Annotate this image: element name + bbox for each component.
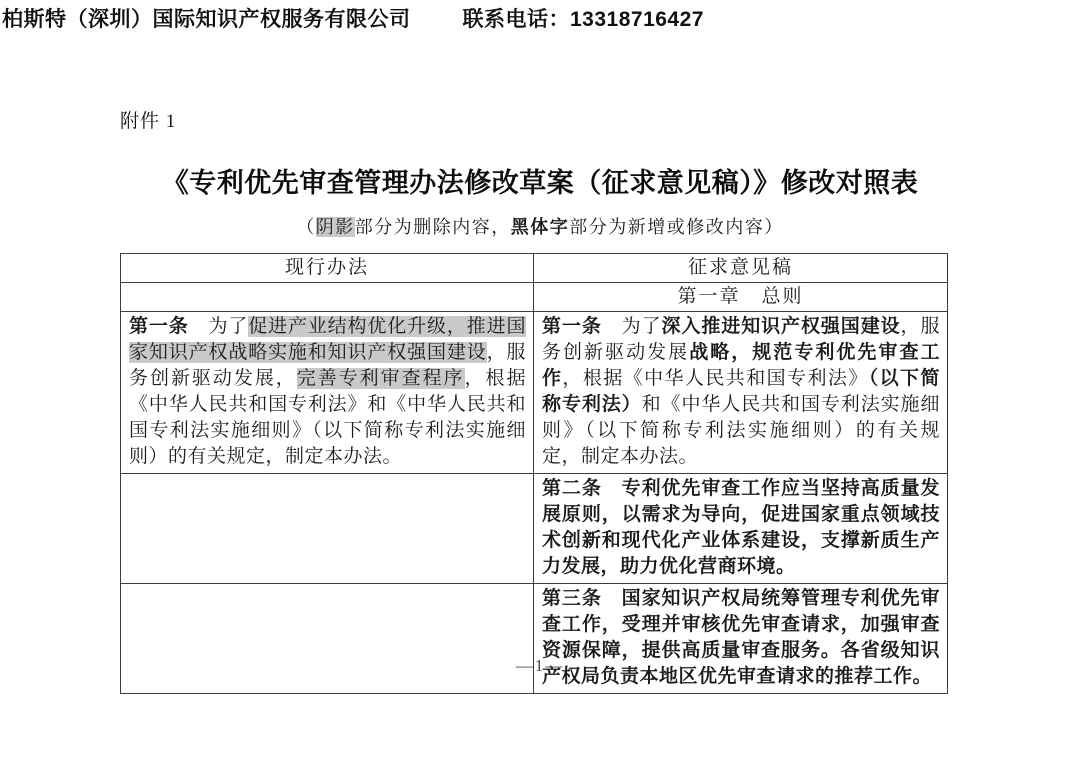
draft-article3: 第三条 国家知识产权局统筹管理专利优先审查工作，受理并审核优先审查请求，加强审查资源保障，提供高质量审查服务。各省级知识产权局负责本地区优先审查请求的推荐工作。	[534, 584, 948, 694]
comparison-table	[120, 253, 948, 694]
page-number: —1—	[515, 656, 565, 675]
chapter-heading: 第一章 总则	[534, 283, 948, 312]
current-measures-article1: 第一条 为了促进产业结构优化升级，推进国家知识产权战略实施和知识产权强国建设，服务创新驱动发展，完善专利审查程序，根据《中华人民共和国专利法》和《中华人民共和国专利法实施细则》（以下简称专利法实施细则）的有关规定，制定本办法。	[121, 312, 534, 474]
page-title: 《专利优先审查管理办法修改草案（征求意见稿）》修改对照表	[161, 168, 919, 198]
letterhead	[2, 3, 704, 33]
column-header-draft: 征求意见稿	[534, 254, 948, 283]
current-measures-article2-empty	[121, 474, 534, 584]
table-row-article1	[121, 312, 948, 474]
table-row-article2	[121, 474, 948, 584]
chapter-cell-current-empty	[121, 283, 534, 312]
legend-subtitle: （阴影部分为删除内容，黑体字部分为新增或修改内容）	[296, 217, 784, 237]
table-row-article3	[121, 584, 948, 694]
draft-article1: 第一条 为了深入推进知识产权强国建设，服务创新驱动发展战略，规范专利优先审查工作，根据《中华人民共和国专利法》（以下简称专利法）和《中华人民共和国专利法实施细则》（以下简称专利法实施细则）的有关规定，制定本办法。	[534, 312, 948, 474]
attachment-label: 附件 1	[120, 111, 177, 132]
company-name: 柏斯特（深圳）国际知识产权服务有限公司	[2, 8, 411, 31]
chapter-row	[121, 283, 948, 312]
contact-phone: 联系电话：13318716427	[462, 8, 704, 31]
table-header-row	[121, 254, 948, 283]
current-measures-article3-empty	[121, 584, 534, 694]
column-header-current-measures: 现行办法	[121, 254, 534, 283]
draft-article2: 第二条 专利优先审查工作应当坚持高质量发展原则，以需求为导向，促进国家重点领域技术创新和现代化产业体系建设，支撑新质生产力发展，助力优化营商环境。	[534, 474, 948, 584]
